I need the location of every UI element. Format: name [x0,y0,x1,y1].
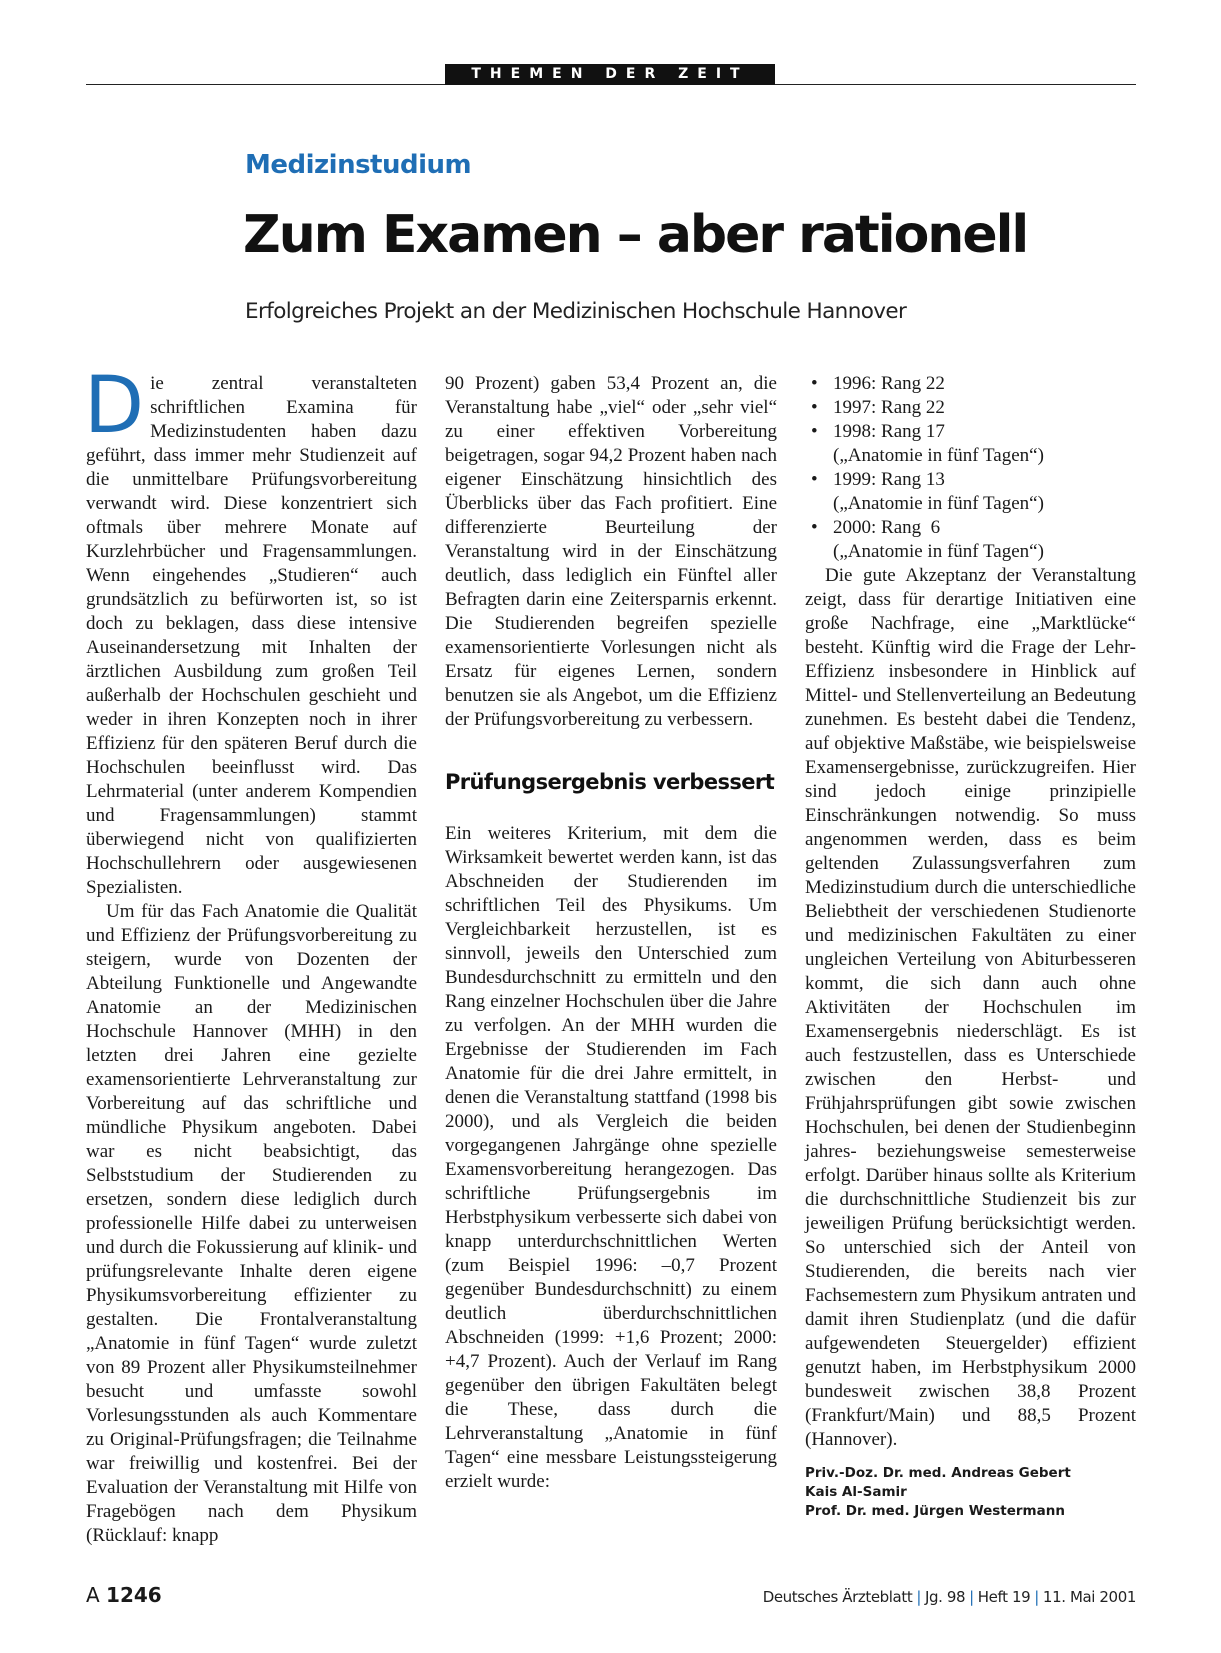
page-prefix: A [86,1583,100,1607]
publication-info [763,1588,1136,1606]
text-column-2 [445,372,777,1494]
rank-text: 1999: Rang 13 [833,469,945,490]
volume: Jg. 98 [924,1588,966,1606]
rank-note: („Anatomie in fünf Tagen“) [833,541,1044,562]
rank-list [805,372,1136,564]
list-item [805,468,1136,516]
author-name: Priv.-Doz. Dr. med. Andreas Gebert [805,1465,1071,1481]
rank-text: 2000: Rang 6 [833,517,941,538]
rank-text: 1996: Rang 22 [833,373,945,394]
rank-text: 1998: Rang 17 [833,421,945,442]
page-number-value: 1246 [106,1583,162,1607]
list-item [805,516,1136,564]
bullet: • [811,517,818,538]
list-item [805,396,1136,420]
author-name: Prof. Dr. med. Jürgen Westermann [805,1503,1065,1519]
bullet: • [811,469,818,490]
paragraph: Ein weiteres Kriterium, mit dem die Wirksamkeit bewertet werden kann, ist das Abschneiden der Studierenden im schriftlichen Teil des Physikums. Um Vergleichbarkeit herzustellen, ist es sinnvoll, jeweils den Unterschied zum Bundesdurchschnitt zu ermitteln und den Rang einzelner Hochschulen über die Jahre zu verfolgen. An der MHH wurden die Ergebnisse der Studierenden im Fach Anatomie für die drei Jahre ermittelt, in denen die Veranstaltung stattfand (1998 bis 2000), und als Vergleich die beiden vorgegangenen Jahrgänge ohne spezielle Examensvorbereitung herangezogen. Das schriftliche Prüfungsergebnis im Herbstphysikum verbesserte sich dabei von knapp unterdurchschnittlichen Werten (zum Beispiel 1996: –0,7 Prozent gegenüber Bundesdurchschnitt) zu einem deutlich überdurchschnittlichen Abschneiden (1999: +1,6 Prozent; 2000: +4,7 Prozent). Auch der Verlauf im Rang gegenüber den übrigen Fakultäten belegt die These, dass durch die Lehrveranstaltung „Anatomie in fünf Tagen“ eine messbare Leistungssteigerung erzielt wurde: [445,823,777,1492]
article-headline: Zum Examen – aber rationell [243,205,1028,265]
list-item [805,420,1136,468]
text-column-1 [84,361,417,1548]
text-column-3 [805,372,1136,1521]
section-label: THEMEN DER ZEIT [445,64,775,85]
rank-note: („Anatomie in fünf Tagen“) [833,493,1044,514]
rank-text: 1997: Rang 22 [833,397,945,418]
paragraph: Die gute Akzeptanz der Veranstaltung zeigt, dass für derartige Initiativen eine große Nachfrage, eine „Marktlücke“ besteht. Künftig wird die Frage der Lehr-Effizienz insbesondere in Hinblick auf Mittel- und Stellenverteilung an Bedeutung zunehmen. Es besteht dabei die Tendenz, auf objektive Maßstäbe, wie beispielsweise Examensergebnisse, zurückzugreifen. Hier sind jedoch einige prinzipielle Einschränkungen notwendig. So muss angenommen werden, dass es beim geltenden Zulassungsverfahren zum Medizinstudium durch die unterschiedliche Beliebtheit der verschiedenen Studienorte und medizinischen Fakultäten zu einer ungleichen Verteilung von Abiturbesseren kommt, die sich dann auch ohne Aktivitäten der Hochschulen im Examensergebnis niederschlägt. Es ist auch festzustellen, dass es Unterschiede zwischen den Herbst- und Frühjahrsprüfungen gibt sowie zwischen Hochschulen, bei denen der Studienbeginn jahres- beziehungsweise semesterweise erfolgt. Darüber hinaus sollte als Kriterium die durchschnittliche Studienzeit bis zur jeweiligen Prüfung berücksichtigt werden. So unterschied sich der Anteil von Studierenden, die bereits nach vier Fachsemestern zum Physikum antraten und damit ihren Studienplatz (und die dafür aufgewendeten Steuergelder) effizient genutzt haben, im Herbstphysikum 2000 bundesweit zwischen 38,8 Prozent (Frankfurt/Main) und 88,5 Prozent (Hannover). [805,565,1136,1450]
separator: | [969,1588,974,1606]
journal-name: Deutsches Ärzteblatt [762,1588,913,1606]
rank-note: („Anatomie in fünf Tagen“) [833,445,1044,466]
article-subheadline: Erfolgreiches Projekt an der Medizinischen Hochschule Hannover [245,299,907,324]
paragraph-text: ie zentral veranstalteten schriftlichen Examina für Medizinstudenten haben dazu geführt, dass immer mehr Studienzeit auf die unmittelbare Prüfungsvorbereitung verwandt wird. Diese konzentriert sich oftmals über mehrere Monate auf Kurzlehrbücher und Fragensammlungen. Wenn eingehendes „Studieren“ auch grundsätzlich zu befürworten ist, so ist doch zu beklagen, dass diese intensive Auseinandersetzung mit Inhalten der ärztlichen Ausbildung zum großen Teil außerhalb der Hochschulen geschieht und weder in ihren Konzepten noch in ihrer Effizienz für den späteren Beruf durch die Hochschulen beeinflusst wird. Das Lehrmaterial (unter anderem Kompendien und Fragensammlungen) stammt überwiegend nicht von qualifizierten Hochschullehrern oder ausgewiesenen Spezialisten. [86,373,417,898]
page-number [86,1583,162,1607]
list-item [805,372,1136,396]
bullet: • [811,397,818,418]
paragraph: 90 Prozent) gaben 53,4 Prozent an, die Veranstaltung habe „viel“ oder „sehr viel“ zu einer effektiven Vorbereitung beigetragen, sogar 94,2 Prozent haben nach eigener Einschätzung hinsichtlich des Überblicks über das Fach profitiert. Eine differenzierte Beurteilung der Veranstaltung wird in der Einschätzung deutlich, dass lediglich ein Fünftel aller Befragten darin eine Zeitersparnis erkennt. Die Studierenden begreifen spezielle examensorientierte Vorlesungen nicht als Ersatz für eigenes Lernen, sondern benutzen sie als Angebot, um die Effizienz der Prüfungsvorbereitung zu verbessern. [445,373,777,730]
paragraph: Um für das Fach Anatomie die Qualität und Effizienz der Prüfungsvorbereitung zu steigern, wurde von Dozenten der Abteilung Funktionelle und Angewandte Anatomie an der Medizinischen Hochschule Hannover (MHH) in den letzten drei Jahren eine gezielte examensorientierte Lehrveranstaltung zur Vorbereitung auf das schriftliche und mündliche Physikum angeboten. Dabei war es nicht beabsichtigt, das Selbststudium der Studierenden zu ersetzen, sondern diese lediglich durch professionelle Hilfe dabei zu unterweisen und durch die Fokussierung auf klinik- und prüfungsrelevante Inhalte deren eigene Physikumsvorbereitung effizienter zu gestalten. Die Frontalveranstaltung „Anatomie in fünf Tagen“ wurde zuletzt von 89 Prozent aller Physikumsteilnehmer besucht und umfasste sowohl Vorlesungsstunden als auch Kommentare zu Original-Prüfungsfragen; die Teilnahme war freiwillig und kostenfrei. Bei der Evaluation der Veranstaltung mit Hilfe von Fragebögen nach dem Physikum (Rücklauf: knapp [86,901,417,1546]
issue: Heft 19 [977,1588,1031,1606]
section-subheading: Prüfungsergebnis verbessert [445,770,775,794]
author-list [805,1464,1136,1521]
author-name: Kais Al-Samir [805,1484,907,1500]
separator: | [1034,1588,1039,1606]
separator: | [916,1588,921,1606]
drop-cap: D [84,361,145,451]
bullet: • [811,421,818,442]
issue-date: 11. Mai 2001 [1042,1588,1136,1606]
paragraph [84,361,417,900]
article-kicker: Medizinstudium [245,150,472,180]
bullet: • [811,373,818,394]
